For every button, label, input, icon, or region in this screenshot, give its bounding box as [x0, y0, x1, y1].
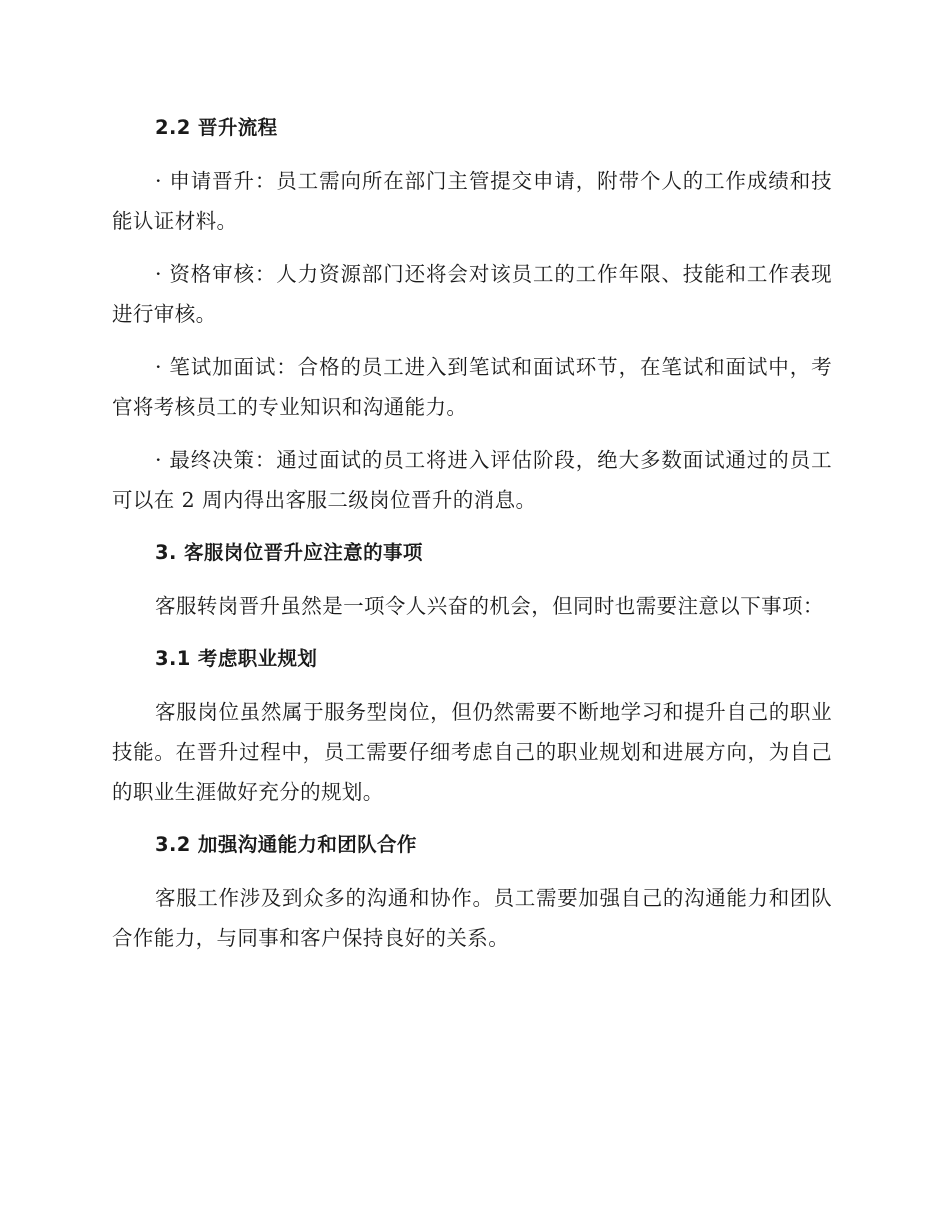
section-3-intro: 客服转岗晋升虽然是一项令人兴奋的机会，但同时也需要注意以下事项：: [155, 594, 824, 618]
document-body: [112, 108, 832, 971]
bullet-final-decision: · 最终决策：通过面试的员工将进入评估阶段，绝大多数面试通过的员工可以在 2 周内得出客服二级岗位晋升的消息。: [112, 448, 832, 512]
bullet-qualification-review: · 资格审核：人力资源部门还将会对该员工的工作年限、技能和工作表现进行审核。: [112, 262, 832, 326]
section-heading-2-2: 2.2 晋升流程: [155, 116, 278, 139]
bullet-written-interview: · 笔试加面试：合格的员工进入到笔试和面试环节，在笔试和面试中，考官将考核员工的专业知识和沟通能力。: [112, 355, 832, 419]
section-heading-3-1: 3.1 考虑职业规划: [155, 647, 318, 670]
section-3-2-body: 客服工作涉及到众多的沟通和协作。员工需要加强自己的沟通能力和团队合作能力，与同事和客户保持良好的关系。: [112, 886, 832, 950]
section-heading-3: 3. 客服岗位晋升应注意的事项: [155, 541, 423, 564]
section-heading-3-2: 3.2 加强沟通能力和团队合作: [155, 833, 417, 856]
bullet-apply-promotion: · 申请晋升：员工需向所在部门主管提交申请，附带个人的工作成绩和技能认证材料。: [112, 169, 832, 233]
section-3-1-body: 客服岗位虽然属于服务型岗位，但仍然需要不断地学习和提升自己的职业技能。在晋升过程中，员工需要仔细考虑自己的职业规划和进展方向，为自己的职业生涯做好充分的规划。: [112, 700, 832, 804]
